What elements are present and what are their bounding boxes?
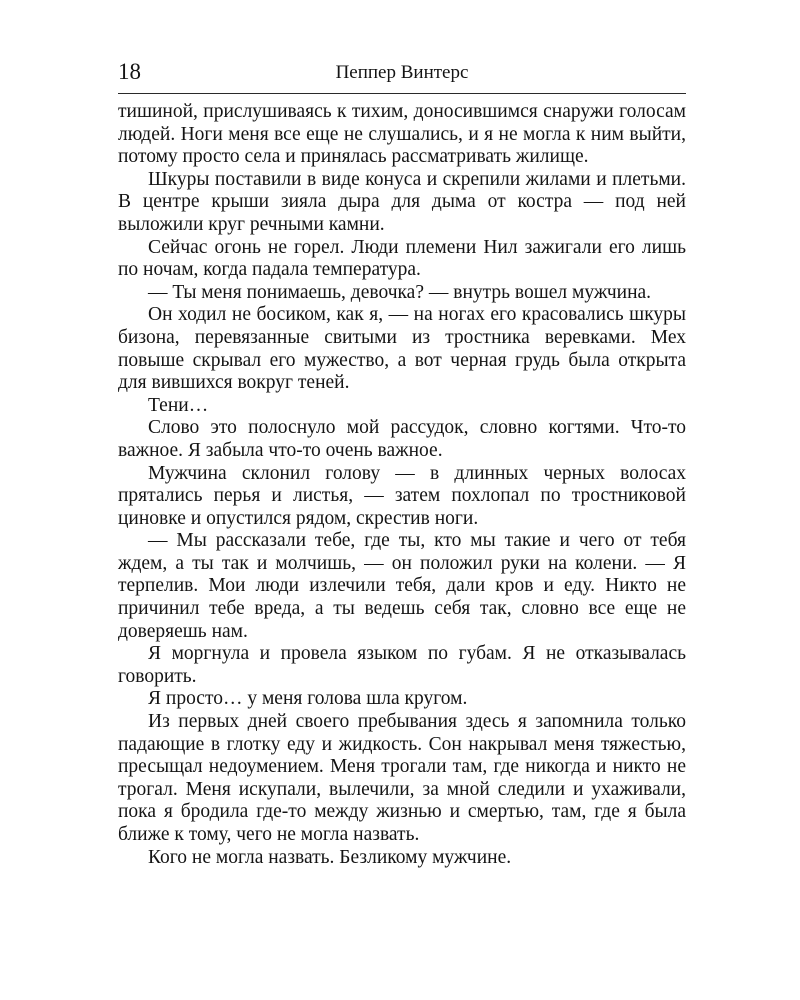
paragraph: — Мы рассказали тебе, где ты, кто мы такие и чего от тебя ждем, а ты так и молчишь, — он положил руки на колени. — Я терпелив. Мои люди излечили тебя, дали кров и еду. Никто не причинил тебе вреда, а ты ведешь себя так, словно все еще не доверяешь нам. [118, 530, 686, 642]
paragraph: Кого не могла назвать. Безликому мужчине. [148, 846, 512, 868]
paragraph: Тени… [148, 394, 209, 416]
paragraph: Мужчина склонил голову — в длинных черных волосах прятались перья и листья, — затем похлопал по тростниковой циновке и опустился рядом, скрестив ноги. [118, 462, 686, 529]
paragraph: Я просто… у меня голова шла кругом. [148, 688, 468, 710]
paragraph: Сейчас огонь не горел. Люди племени Нил зажигали его лишь по ночам, когда падала температура. [118, 236, 686, 281]
page-number: 18 [118, 59, 141, 84]
paragraph: Шкуры поставили в виде конуса и скрепили жилами и плетьми. В центре крыши зияла дыра для дыма от костра — под ней выложили круг речными камни. [118, 168, 686, 235]
paragraph: Он ходил не босиком, как я, — на ногах его красовались шкуры бизона, перевязанные свитыми из тростника веревками. Мех повыше скрывал его мужество, а вот черная грудь была открыта для вившихся вокруг теней. [118, 304, 686, 394]
header-rule [118, 93, 686, 94]
paragraph: тишиной, прислушиваясь к тихим, доносившимся снаружи голосам людей. Ноги меня все еще не слушались, и я не могла к ним выйти, потому просто села и принялась рассматривать жилище. [118, 101, 686, 168]
paragraph: Слово это полоснуло мой рассудок, словно когтями. Что-то важное. Я забыла что-то очень важное. [118, 417, 686, 461]
paragraph: Из первых дней своего пребывания здесь я запомнила только падающие в глотку еду и жидкость. Сон накрывал меня тяжестью, пресыщал недоумением. Меня трогали там, где никогда и никто не трогал. Меня искупали, вылечили, за мной следили и ухаживали, пока я бродила где-то между жизнью и смертью, там, где я была ближе к тому, чего не могла назвать. [118, 711, 686, 845]
body-text [118, 101, 686, 869]
running-title-author: Пеппер Винтерс [335, 62, 469, 83]
paragraph: — Ты меня понимаешь, девочка? — внутрь вошел мужчина. [148, 281, 652, 303]
paragraph: Я моргнула и провела языком по губам. Я не отказывалась говорить. [118, 643, 686, 687]
running-head [118, 58, 686, 86]
